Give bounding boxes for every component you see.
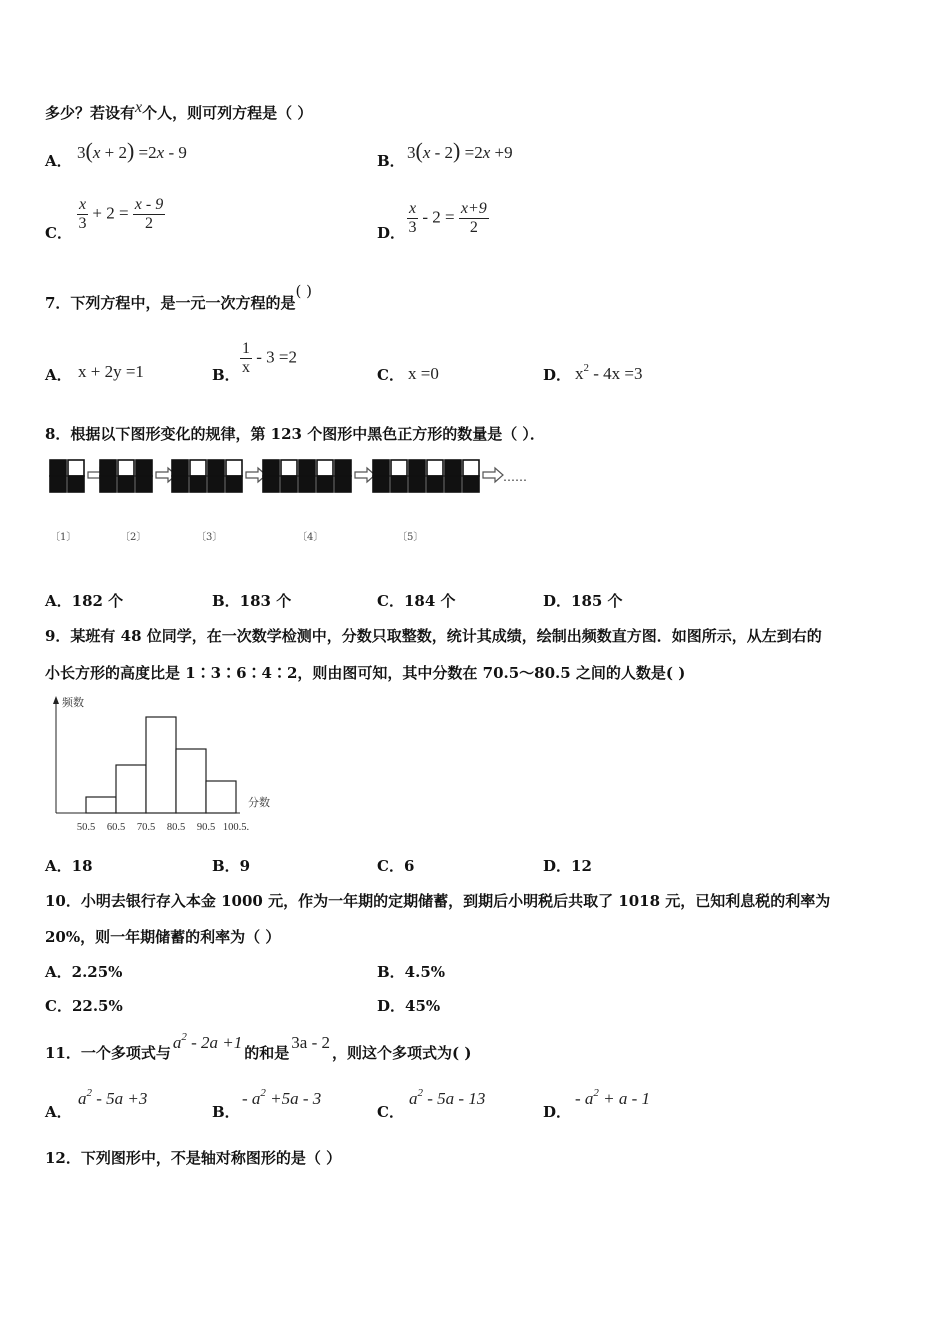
pattern-cell-bottom [409, 476, 425, 492]
pattern-cell-bottom [263, 476, 279, 492]
q8-caption-3: 〔3〕 [196, 532, 223, 543]
histogram-tick-label: 50.5 [76, 822, 96, 833]
pattern-cell-top [335, 460, 351, 476]
q6-option-d-equation: $\frac{x}{3}$ - 2 = $\frac{x+9}{2}$ [408, 200, 487, 236]
histogram-x-label: 分数 [248, 796, 270, 809]
pattern-cell-bottom [226, 476, 242, 492]
pattern-cell-bottom [281, 476, 297, 492]
q7-option-b-label[interactable]: B． [212, 366, 240, 384]
pattern-cell-top [136, 460, 152, 476]
histogram-bar [206, 781, 236, 813]
q6-option-c-label[interactable]: C． [45, 224, 72, 242]
q10-option-c[interactable]: C．22.5% [45, 997, 123, 1015]
histogram-tick-label: 90.5 [196, 822, 216, 833]
pattern-cell-bottom [208, 476, 224, 492]
q10-option-d[interactable]: D．45% [377, 997, 441, 1015]
arrow-icon [355, 468, 375, 482]
y-axis-arrow-icon [53, 696, 59, 704]
q8-option-b[interactable]: B．183 个 [212, 592, 292, 610]
q10-option-a[interactable]: A．2.25% [45, 963, 123, 981]
q11-option-b-expr: - $a^2 +5a - 3$ [242, 1087, 322, 1108]
q6-option-b-label[interactable]: B． [377, 152, 405, 170]
pattern-cell-bottom [118, 476, 134, 492]
pattern-cell-bottom [373, 476, 389, 492]
pattern-cell-top [68, 460, 84, 476]
q11-option-d-label[interactable]: D． [543, 1103, 572, 1121]
histogram-bar [86, 797, 116, 813]
pattern-cell-top [281, 460, 297, 476]
q9-option-c[interactable]: C．6 [377, 857, 415, 875]
pattern-cell-bottom [391, 476, 407, 492]
q9-option-b[interactable]: B．9 [212, 857, 251, 875]
pattern-cell-top [190, 460, 206, 476]
q10-option-b[interactable]: B．4.5% [377, 963, 446, 981]
q8-option-d[interactable]: D．185 个 [543, 592, 623, 610]
arrow-icon [483, 468, 503, 482]
pattern-cell-top [427, 460, 443, 476]
pattern-cell-bottom [100, 476, 116, 492]
pattern-cell-top [50, 460, 66, 476]
q11-option-b-label[interactable]: B． [212, 1103, 240, 1121]
pattern-cell-top [263, 460, 279, 476]
q6-stem: 多少？若设有x个人，则可列方程是（ ） [45, 99, 313, 122]
q7-option-c-label[interactable]: C． [377, 366, 404, 384]
q8-caption-2: 〔2〕 [120, 532, 147, 543]
histogram-y-label: 频数 [62, 696, 84, 709]
pattern-cell-bottom [68, 476, 84, 492]
pattern-cell-bottom [445, 476, 461, 492]
pattern-cell-bottom [317, 476, 333, 492]
q7-option-d-label[interactable]: D． [543, 366, 572, 384]
pattern-cell-top [118, 460, 134, 476]
q7-option-d-equation: $x^2 - 4x =3$ [575, 362, 643, 383]
pattern-cell-top [299, 460, 315, 476]
q9-stem-line-2: 小长方形的高度比是 1∶3∶6∶4∶2，则由图可知，其中分数在 70.5～80.5 之间的人数是( ) [45, 664, 686, 682]
pattern-cell-top [208, 460, 224, 476]
q9-option-a[interactable]: A．18 [45, 857, 93, 875]
pattern-cell-top [463, 460, 479, 476]
q9-option-d[interactable]: D．12 [543, 857, 592, 875]
q6-option-a-equation: 3(x + 2) =2x - 9 [77, 138, 187, 163]
pattern-cell-top [391, 460, 407, 476]
q11-option-d-expr: - $a^2 + a - 1$ [575, 1087, 651, 1108]
q8-ellipsis: …… [503, 470, 527, 484]
histogram-bar [116, 765, 146, 813]
q8-option-a[interactable]: A．182 个 [45, 592, 124, 610]
histogram-tick-label: 60.5 [106, 822, 126, 833]
q10-stem-line-1: 10．小明去银行存入本金 1000 元，作为一年期的定期储蓄，到期后小明税后共取了 1018 元，已知利息税的利率为 [45, 892, 831, 910]
pattern-cell-bottom [50, 476, 66, 492]
q11-option-a-expr: $a^2 - 5a +3$ [78, 1087, 148, 1108]
pattern-cell-bottom [335, 476, 351, 492]
histogram-tick-label: 70.5 [136, 822, 156, 833]
q12-stem: 12．下列图形中，不是轴对称图形的是（ ） [45, 1149, 342, 1167]
pattern-cell-bottom [190, 476, 206, 492]
q7-option-b-equation: $\frac{1}{x}$ - 3 =2 [242, 340, 297, 376]
histogram-bar [176, 749, 206, 813]
q9-stem-line-1: 9．某班有 48 位同学，在一次数学检测中，分数只取整数，统计其成绩，绘制出频数直方图．如图所示，从左到右的 [45, 627, 822, 645]
q6-option-a-label[interactable]: A． [45, 152, 72, 170]
q9-histogram [40, 690, 280, 840]
q8-pattern-figure [45, 455, 545, 500]
pattern-cell-top [373, 460, 389, 476]
pattern-cell-bottom [136, 476, 152, 492]
pattern-cell-top [445, 460, 461, 476]
pattern-cell-bottom [463, 476, 479, 492]
pattern-cell-top [409, 460, 425, 476]
q7-option-a-label[interactable]: A． [45, 366, 72, 384]
q8-caption-4: 〔4〕 [297, 532, 324, 543]
q6-option-b-equation: 3(x - 2) =2x +9 [407, 138, 513, 163]
q7-stem: 7．下列方程中，是一元一次方程的是( ) [45, 282, 312, 312]
q10-stem-line-2: 20%，则一年期储蓄的利率为（ ） [45, 928, 281, 946]
pattern-cell-top [226, 460, 242, 476]
q8-caption-5: 〔5〕 [397, 532, 424, 543]
q11-option-c-expr: $a^2 - 5a - 13$ [409, 1087, 486, 1108]
q7-option-a-equation: x + 2y =1 [78, 362, 144, 381]
histogram-tick-label: 100.5. [222, 822, 250, 833]
pattern-cell-bottom [172, 476, 188, 492]
q8-option-c[interactable]: C．184 个 [377, 592, 456, 610]
pattern-cell-bottom [427, 476, 443, 492]
q11-stem: 11．一个多项式与$a^2 - 2a +1$的和是3a - 2，则这个多项式为( ) [45, 1031, 472, 1062]
q11-option-a-label[interactable]: A． [45, 1103, 72, 1121]
q8-caption-1: 〔1〕 [50, 532, 77, 543]
q6-option-c-equation: $\frac{x}{3}$ + 2 = $\frac{x - 9}{2}$ [78, 196, 164, 232]
q11-option-c-label[interactable]: C． [377, 1103, 404, 1121]
histogram-bar [146, 717, 176, 813]
histogram-tick-label: 80.5 [166, 822, 186, 833]
pattern-cell-top [100, 460, 116, 476]
q7-option-c-equation: x =0 [408, 364, 439, 383]
pattern-cell-top [172, 460, 188, 476]
q6-option-d-label[interactable]: D． [377, 224, 406, 242]
q8-stem: 8．根据以下图形变化的规律，第 123 个图形中黑色正方形的数量是（ ）． [45, 425, 545, 443]
pattern-cell-top [317, 460, 333, 476]
pattern-cell-bottom [299, 476, 315, 492]
